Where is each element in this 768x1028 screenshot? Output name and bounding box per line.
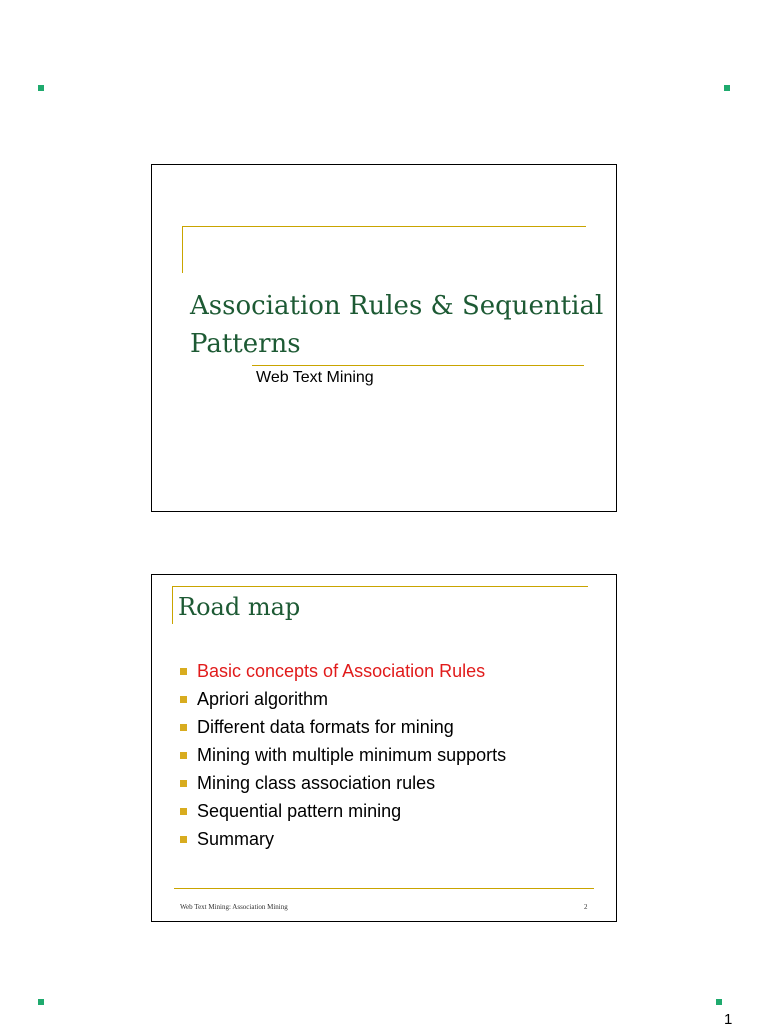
slide-1-heading — [190, 287, 610, 363]
title-bottom-rule — [252, 365, 584, 366]
bullet-square-icon — [180, 836, 187, 843]
bullet-square-icon — [180, 668, 187, 675]
road-map-left-rule — [172, 586, 173, 624]
bullet-text: Different data formats for mining — [197, 716, 454, 737]
bullet-text: Mining class association rules — [197, 772, 436, 793]
bullet-text: Sequential pattern mining — [197, 800, 402, 821]
list-item — [180, 713, 506, 741]
slide-road-map — [151, 574, 617, 922]
slide-footer-text: Web Text Mining: Association Mining — [180, 903, 288, 911]
list-item — [180, 657, 506, 685]
slide-number: 2 — [584, 903, 588, 911]
slide-1-heading-line-1: Association Rules & Sequential — [190, 291, 604, 321]
list-item — [180, 797, 506, 825]
list-item — [180, 741, 506, 769]
bullet-square-icon — [180, 696, 187, 703]
slide-1-heading-line-2: Patterns — [190, 329, 301, 359]
bullet-text: Summary — [197, 828, 275, 849]
corner-marker-bottom-right — [716, 999, 722, 1005]
bullet-text: Basic concepts of Association Rules — [197, 660, 486, 681]
bullet-text: Apriori algorithm — [197, 688, 329, 709]
page-number: 1 — [724, 1011, 733, 1028]
bullet-text: Mining with multiple minimum supports — [197, 744, 507, 765]
corner-marker-top-right — [724, 85, 730, 91]
road-map-footer-rule — [174, 888, 594, 889]
list-item — [180, 769, 506, 797]
title-left-rule — [182, 226, 183, 273]
slide-2-heading: Road map — [178, 593, 301, 621]
slide-title — [151, 164, 617, 512]
road-map-top-rule — [172, 586, 588, 587]
list-item — [180, 685, 506, 713]
bullet-square-icon — [180, 808, 187, 815]
title-top-rule — [182, 226, 586, 227]
bullet-square-icon — [180, 724, 187, 731]
bullet-square-icon — [180, 780, 187, 787]
corner-marker-top-left — [38, 85, 44, 91]
road-map-list — [180, 657, 506, 853]
list-item — [180, 825, 506, 853]
slide-1-subtitle: Web Text Mining — [256, 369, 374, 386]
corner-marker-bottom-left — [38, 999, 44, 1005]
bullet-square-icon — [180, 752, 187, 759]
